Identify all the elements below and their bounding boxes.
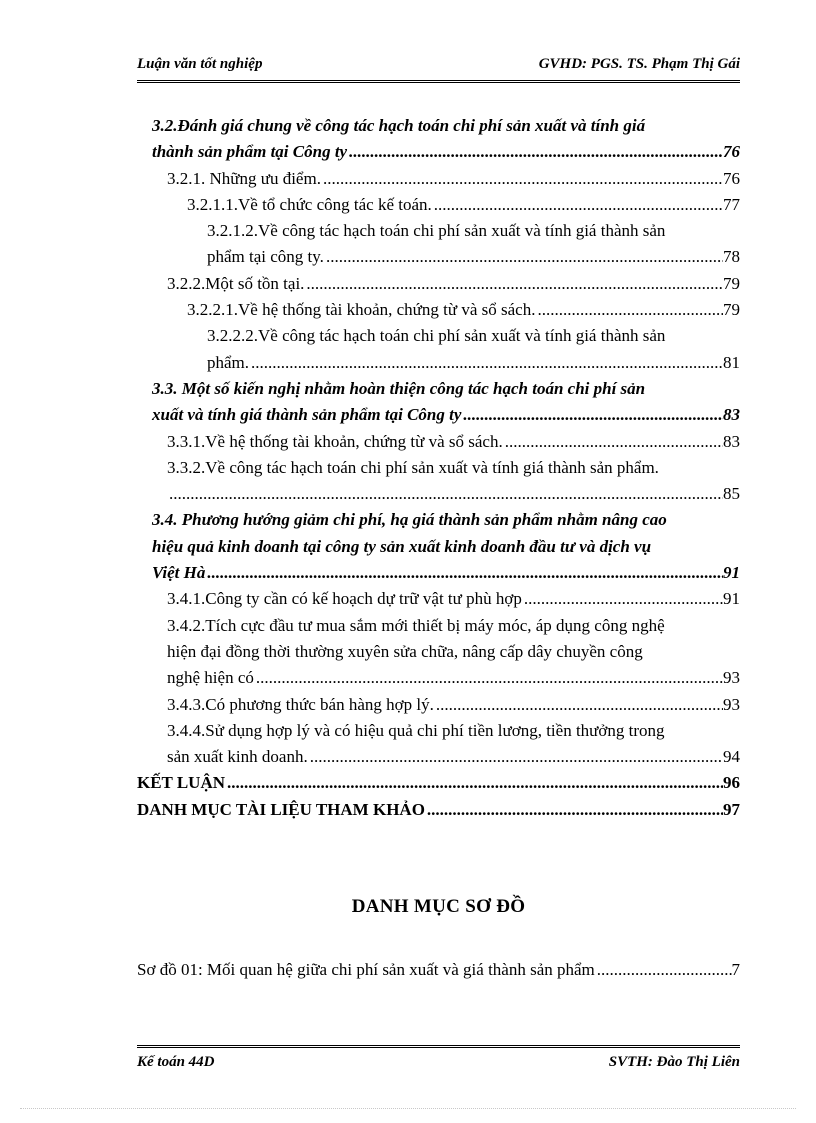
toc-entry-text: 3.2.2.2.Về công tác hạch toán chi phí sản xuất và tính giá thành sản bbox=[207, 326, 666, 346]
toc-page-number: 81 bbox=[723, 352, 740, 372]
footer-rule bbox=[137, 1045, 740, 1048]
toc-page-number: 83 bbox=[723, 431, 740, 451]
figure-list bbox=[137, 957, 740, 983]
dot-leader bbox=[306, 271, 723, 297]
toc-entry bbox=[137, 586, 740, 612]
footer-student: SVTH: Đào Thị Liên bbox=[608, 1054, 740, 1070]
toc-entry-text: 3.2.2.1.Về hệ thống tài khoản, chứng từ và sổ sách. bbox=[187, 300, 536, 320]
dot-leader bbox=[463, 402, 723, 428]
figure-page-number: 7 bbox=[731, 960, 740, 979]
toc-entry-text: 3.2.1.2.Về công tác hạch toán chi phí sản xuất và tính giá thành sản bbox=[207, 221, 666, 241]
dot-leader bbox=[427, 797, 723, 823]
figure-entry bbox=[137, 957, 740, 983]
toc-entry-text: hiệu quả kinh doanh tại công ty sản xuất kinh doanh đầu tư và dịch vụ bbox=[152, 536, 652, 556]
dot-leader bbox=[326, 244, 723, 270]
toc-entry bbox=[137, 376, 740, 429]
toc-entry bbox=[137, 429, 740, 455]
header-thesis-label: Luận văn tốt nghiệp bbox=[137, 56, 263, 72]
toc-entry-text: 3.2.1.1.Về tổ chức công tác kế toán. bbox=[187, 194, 432, 214]
toc-entry bbox=[137, 507, 740, 586]
dot-leader bbox=[597, 957, 732, 983]
toc-page-number: 91 bbox=[723, 563, 740, 583]
footer-class: Kế toán 44D bbox=[137, 1054, 215, 1070]
toc-entry bbox=[137, 613, 740, 692]
dot-leader bbox=[349, 139, 723, 165]
toc-entry bbox=[137, 166, 740, 192]
toc-entry-text: phẩm. bbox=[207, 352, 250, 372]
toc-entry-text: 3.4. Phương hướng giảm chi phí, hạ giá thành sản phẩm nhằm nâng cao bbox=[152, 510, 667, 530]
toc-entry-text: sản xuất kinh doanh. bbox=[167, 747, 308, 767]
toc-page-number: 94 bbox=[723, 747, 740, 767]
toc-entry-text: Việt Hà bbox=[152, 563, 206, 583]
toc-entry bbox=[137, 770, 740, 796]
toc-entry bbox=[137, 297, 740, 323]
toc-entry bbox=[137, 718, 740, 771]
toc-page-number: 93 bbox=[723, 694, 740, 714]
toc-entry-text: KẾT LUẬN bbox=[137, 773, 226, 793]
dot-leader bbox=[310, 744, 723, 770]
toc-entry bbox=[137, 113, 740, 166]
toc-entry-text: 3.3.2.Về công tác hạch toán chi phí sản xuất và tính giá thành sản phẩm. bbox=[167, 457, 659, 477]
figure-entry-text: Sơ đồ 01: Mối quan hệ giữa chi phí sản xuất và giá thành sản phẩm bbox=[137, 960, 595, 979]
toc-page-number: 79 bbox=[723, 300, 740, 320]
toc-entry bbox=[137, 271, 740, 297]
toc-page-number: 85 bbox=[723, 484, 740, 504]
toc-entry-text: 3.2.Đánh giá chung về công tác hạch toán chi phí sản xuất và tính giá bbox=[152, 116, 646, 135]
toc-page-number: 97 bbox=[723, 799, 740, 819]
toc-entry-text: thành sản phẩm tại Công ty bbox=[152, 142, 348, 162]
toc-entry-text: DANH MỤC TÀI LIỆU THAM KHẢO bbox=[137, 799, 425, 819]
toc-entry-text: 3.4.1.Công ty cần có kế hoạch dự trữ vật tư phù hợp bbox=[167, 589, 522, 609]
dot-leader bbox=[436, 692, 723, 718]
toc-page-number: 96 bbox=[723, 773, 740, 793]
dot-leader bbox=[227, 770, 723, 796]
dot-leader bbox=[323, 166, 723, 192]
toc-entry-text: 3.2.2.Một số tồn tại. bbox=[167, 273, 305, 293]
toc-entry bbox=[137, 323, 740, 376]
running-footer bbox=[137, 1054, 740, 1071]
toc-entry-text: nghệ hiện có bbox=[167, 668, 254, 688]
header-rule bbox=[137, 80, 740, 83]
dot-leader bbox=[434, 192, 723, 218]
toc-entry-text: hiện đại đồng thời thường xuyên sửa chữa, nâng cấp dây chuyền công bbox=[167, 641, 643, 661]
toc-entry bbox=[137, 692, 740, 718]
page-edge bbox=[20, 1108, 796, 1109]
dot-leader bbox=[256, 665, 723, 691]
toc-entry-text: 3.4.4.Sử dụng hợp lý và có hiệu quả chi phí tiền lương, tiền thưởng trong bbox=[167, 720, 665, 740]
toc-entry-text: phẩm tại công ty. bbox=[207, 247, 324, 267]
toc-entry bbox=[137, 192, 740, 218]
toc-page-number: 77 bbox=[723, 194, 740, 214]
dot-leader bbox=[169, 481, 723, 507]
dot-leader bbox=[524, 586, 723, 612]
toc-page-number: 91 bbox=[723, 589, 740, 609]
dot-leader bbox=[505, 429, 723, 455]
toc-entry-text: 3.4.2.Tích cực đầu tư mua sắm mới thiết bị máy móc, áp dụng công nghệ bbox=[167, 615, 665, 635]
toc-entry-text: 3.3. Một số kiến nghị nhằm hoàn thiện công tác hạch toán chi phí sản bbox=[152, 378, 646, 398]
toc-entry-text: 3.3.1.Về hệ thống tài khoản, chứng từ và sổ sách. bbox=[167, 431, 503, 451]
dot-leader bbox=[537, 297, 723, 323]
toc-entry bbox=[137, 455, 740, 508]
toc-entry-text: xuất và tính giá thành sản phẩm tại Công ty bbox=[152, 405, 462, 425]
toc-entry bbox=[137, 797, 740, 823]
toc-entry-text: 3.2.1. Những ưu điểm. bbox=[167, 168, 321, 188]
toc-entry-text: 3.4.3.Có phương thức bán hàng hợp lý. bbox=[167, 694, 434, 714]
running-header bbox=[137, 56, 740, 73]
toc-page-number: 76 bbox=[723, 142, 740, 162]
header-advisor: GVHD: PGS. TS. Phạm Thị Gái bbox=[538, 56, 740, 72]
table-of-contents bbox=[137, 113, 740, 823]
toc-page-number: 78 bbox=[723, 247, 740, 267]
dot-leader bbox=[207, 560, 723, 586]
toc-page-number: 76 bbox=[723, 168, 740, 188]
toc-page-number: 83 bbox=[723, 405, 740, 425]
dot-leader bbox=[251, 350, 723, 376]
toc-page-number: 93 bbox=[723, 668, 740, 688]
toc-entry bbox=[137, 218, 740, 271]
figure-list-title: DANH MỤC SƠ ĐỒ bbox=[351, 896, 526, 917]
toc-page-number: 79 bbox=[723, 273, 740, 293]
